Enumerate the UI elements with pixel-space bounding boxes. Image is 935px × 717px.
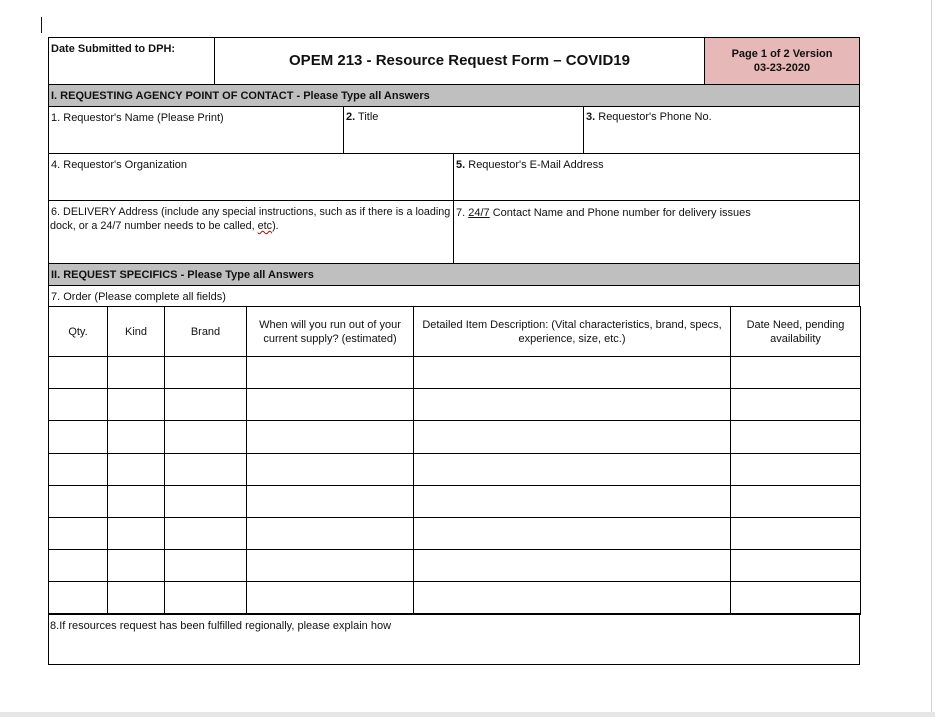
date-submitted-field[interactable] <box>48 37 215 85</box>
page-shadow <box>0 712 935 717</box>
order-cell-date-needed[interactable] <box>730 388 861 421</box>
order-cell-date-needed[interactable] <box>730 356 861 389</box>
order-cell-kind[interactable] <box>107 517 165 550</box>
order-cell-kind[interactable] <box>107 549 165 582</box>
order-cell-kind[interactable] <box>107 420 165 454</box>
order-cell-qty[interactable] <box>48 549 108 582</box>
date-submitted-label: Date Submitted to DPH: <box>51 43 176 55</box>
order-cell-brand[interactable] <box>164 420 247 454</box>
order-cell-brand[interactable] <box>164 517 247 550</box>
order-cell-run-out-date[interactable] <box>246 485 414 518</box>
order-cell-run-out-date[interactable] <box>246 356 414 389</box>
order-cell-run-out-date[interactable] <box>246 549 414 582</box>
order-cell-item-description[interactable] <box>413 420 731 454</box>
regional-fulfillment-field[interactable]: 8.If resources request has been fulfilled regionally, please explain how <box>48 613 860 665</box>
order-cell-date-needed[interactable] <box>730 517 861 550</box>
organization-field[interactable]: 4. Requestor's Organization <box>48 153 454 201</box>
order-cell-date-needed[interactable] <box>730 485 861 518</box>
delivery-contact-field[interactable]: 7. 24/7 Contact Name and Phone number for delivery issues <box>453 200 860 264</box>
version-cell <box>704 37 860 85</box>
order-cell-date-needed[interactable] <box>730 420 861 454</box>
order-cell-brand[interactable] <box>164 388 247 421</box>
title-field[interactable]: 2. Title <box>343 106 584 154</box>
email-field[interactable]: 5. Requestor's E-Mail Address <box>453 153 860 201</box>
order-cell-run-out-date[interactable] <box>246 388 414 421</box>
order-cell-date-needed[interactable] <box>730 549 861 582</box>
form-title-cell <box>214 37 705 85</box>
order-cell-qty[interactable] <box>48 420 108 454</box>
text-cursor <box>41 17 42 33</box>
order-cell-kind[interactable] <box>107 356 165 389</box>
section-2-heading: II. REQUEST SPECIFICS - Please Type all Answers <box>48 263 860 286</box>
order-cell-run-out-date[interactable] <box>246 581 414 615</box>
order-cell-item-description[interactable] <box>413 356 731 389</box>
column-header-item-description: Detailed Item Description: (Vital characteristics, brand, specs, experience, size, etc.) <box>413 306 731 357</box>
order-cell-date-needed[interactable] <box>730 453 861 486</box>
form-title: OPEM 213 - Resource Request Form – COVID19 <box>289 52 630 69</box>
page-edge <box>931 0 932 712</box>
delivery-address-field[interactable]: 6. DELIVERY Address (include any special instructions, such as if there is a loading dock, or a 24/7 number needs to be called, etc). <box>48 200 454 264</box>
order-cell-run-out-date[interactable] <box>246 420 414 454</box>
requestor-name-field[interactable]: 1. Requestor's Name (Please Print) <box>48 106 344 154</box>
column-header-qty: Qty. <box>48 306 108 357</box>
column-header-run-out-date: When will you run out of your current supply? (estimated) <box>246 306 414 357</box>
section-1-heading: I. REQUESTING AGENCY POINT OF CONTACT - Please Type all Answers <box>48 84 860 107</box>
order-cell-run-out-date[interactable] <box>246 453 414 486</box>
order-cell-run-out-date[interactable] <box>246 517 414 550</box>
order-cell-date-needed[interactable] <box>730 581 861 615</box>
order-cell-item-description[interactable] <box>413 549 731 582</box>
order-cell-brand[interactable] <box>164 485 247 518</box>
order-cell-kind[interactable] <box>107 581 165 615</box>
order-cell-brand[interactable] <box>164 453 247 486</box>
order-cell-item-description[interactable] <box>413 453 731 486</box>
order-cell-item-description[interactable] <box>413 388 731 421</box>
column-header-brand: Brand <box>164 306 247 357</box>
order-cell-qty[interactable] <box>48 485 108 518</box>
order-label-row: 7. Order (Please complete all fields) <box>48 285 860 307</box>
order-cell-brand[interactable] <box>164 549 247 582</box>
order-cell-brand[interactable] <box>164 581 247 615</box>
column-header-date-needed: Date Need, pending availability <box>730 306 861 357</box>
column-header-kind: Kind <box>107 306 165 357</box>
version-date: 03-23-2020 <box>753 62 811 74</box>
order-cell-qty[interactable] <box>48 388 108 421</box>
order-cell-kind[interactable] <box>107 388 165 421</box>
phone-field[interactable]: 3. Requestor's Phone No. <box>583 106 860 154</box>
order-cell-qty[interactable] <box>48 356 108 389</box>
order-cell-item-description[interactable] <box>413 581 731 615</box>
order-cell-kind[interactable] <box>107 453 165 486</box>
order-cell-qty[interactable] <box>48 517 108 550</box>
order-cell-qty[interactable] <box>48 581 108 615</box>
version-page: Page 1 of 2 Version <box>731 48 833 60</box>
order-cell-brand[interactable] <box>164 356 247 389</box>
order-cell-kind[interactable] <box>107 485 165 518</box>
order-cell-item-description[interactable] <box>413 485 731 518</box>
order-cell-qty[interactable] <box>48 453 108 486</box>
order-cell-item-description[interactable] <box>413 517 731 550</box>
